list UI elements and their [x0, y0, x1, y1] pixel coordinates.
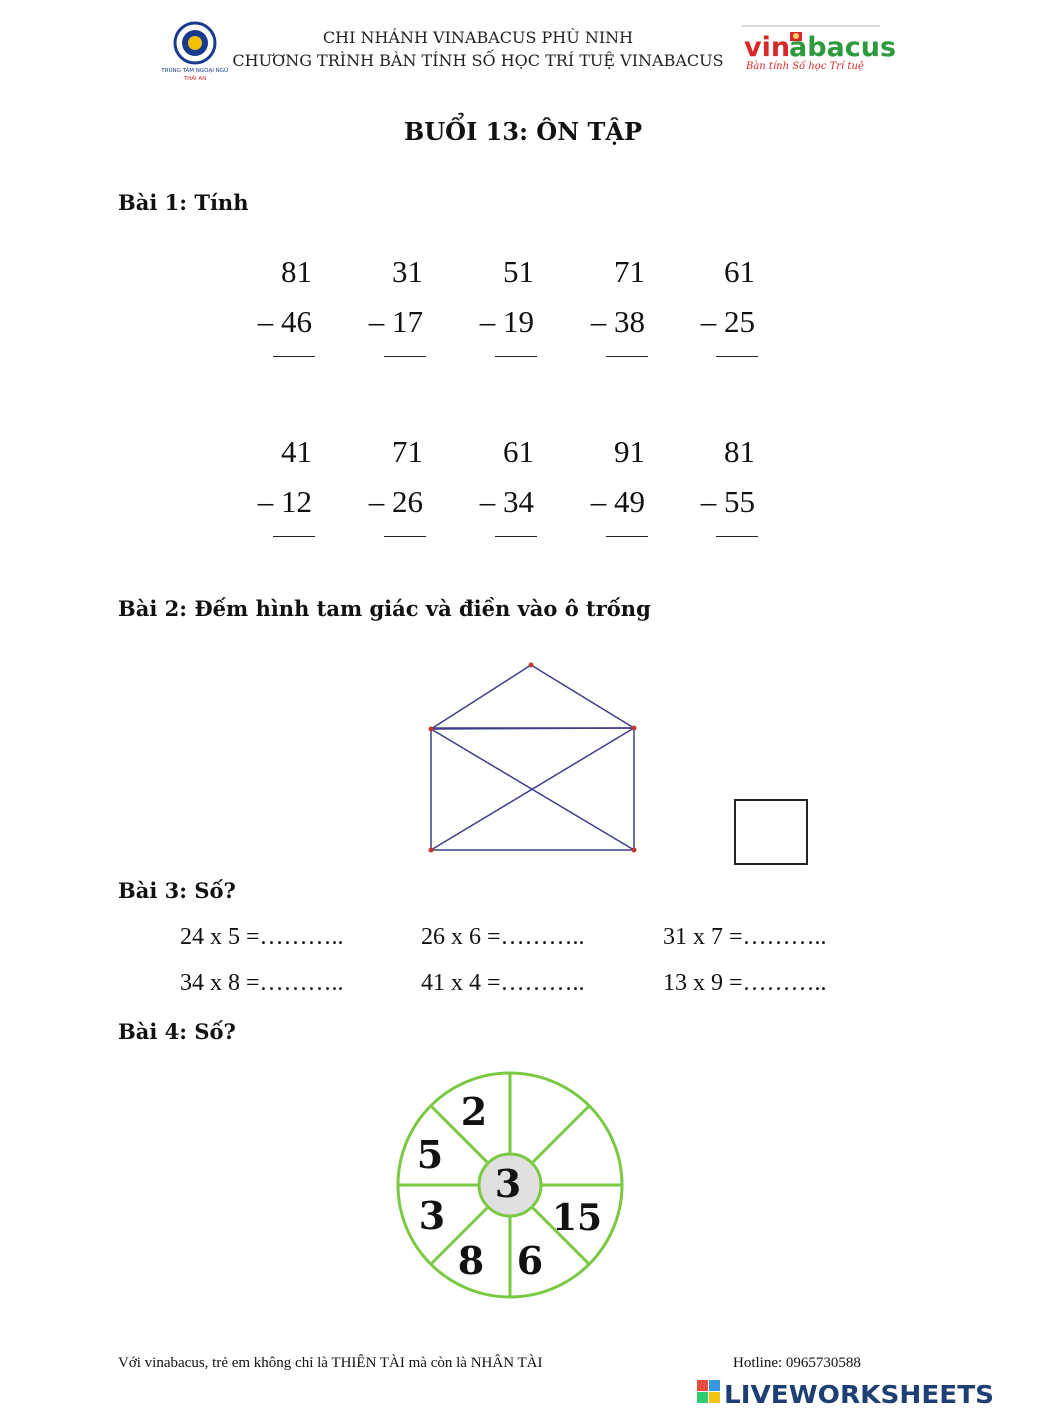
bai1-r2-answer-line-3[interactable] [495, 536, 537, 537]
wheel-segment-bottom-right: 6 [516, 1238, 544, 1283]
bai3-expr-5[interactable]: 41 x 4 =……….. [421, 970, 585, 996]
bai1-heading: Bài 1: Tính [118, 190, 249, 215]
bai1-r2-answer-line-2[interactable] [384, 536, 426, 537]
bai1-r1-answer-line-3[interactable] [495, 356, 537, 357]
bai1-r1-bottom-4: – 38 [590, 304, 645, 339]
bai1-r2-top-5: 81 [724, 434, 755, 469]
bai1-r1-bottom-1: – 46 [257, 304, 312, 339]
page-title: BUỔI 13: ÔN TẬP [403, 117, 643, 146]
svg-text:THÁI AN: THÁI AN [183, 76, 207, 82]
wheel-segment-right: 15 [551, 1197, 603, 1239]
bai1-r2-answer-line-4[interactable] [606, 536, 648, 537]
bai1-r1-bottom-2: – 17 [368, 304, 423, 339]
bai3-expr-2[interactable]: 26 x 6 =……….. [421, 924, 585, 950]
bai1-r1-answer-line-5[interactable] [716, 356, 758, 357]
svg-text:abacus: abacus [789, 32, 897, 63]
footer-hotline: Hotline: 0965730588 [733, 1355, 861, 1371]
bai1-r1-top-2: 31 [392, 254, 423, 289]
svg-text:TRUNG TÂM NGOẠI NGỮ: TRUNG TÂM NGOẠI NGỮ [161, 68, 229, 74]
bai1-r1-top-4: 71 [614, 254, 645, 289]
bai3-expr-3[interactable]: 31 x 7 =……….. [663, 924, 827, 950]
bai1-r2-bottom-3: – 34 [479, 484, 534, 519]
bai1-r2-bottom-4: – 49 [590, 484, 645, 519]
svg-text:vin: vin [744, 32, 791, 63]
bai3-heading: Bài 3: Số? [118, 878, 236, 903]
bai1-r1-answer-line-2[interactable] [384, 356, 426, 357]
bai2-heading: Bài 2: Đếm hình tam giác và điền vào ô trống [118, 596, 651, 621]
bai1-r2-top-3: 61 [503, 434, 534, 469]
footer-slogan: Với vinabacus, trẻ em không chỉ là THIÊN TÀI mà còn là NHÂN TÀI [118, 1355, 543, 1371]
header-program: CHƯƠNG TRÌNH BÀN TÍNH SỐ HỌC TRÍ TUỆ VINABACUS [232, 51, 724, 70]
svg-text:Bàn tính Số học Trí tuệ: Bàn tính Số học Trí tuệ [746, 61, 864, 72]
triangle-count-answer-box[interactable] [734, 799, 808, 865]
bai1-r2-bottom-2: – 26 [368, 484, 423, 519]
liveworksheets-brand-text: LIVEWORKSHEETS [724, 1380, 994, 1409]
envelope-triangle-figure [420, 656, 650, 861]
bai1-r1-answer-line-4[interactable] [606, 356, 648, 357]
bai3-expr-6[interactable]: 13 x 9 =……….. [663, 970, 827, 996]
bai3-expr-1[interactable]: 24 x 5 =……….. [180, 924, 344, 950]
bai1-r2-answer-line-5[interactable] [716, 536, 758, 537]
bai1-r1-top-1: 81 [281, 254, 312, 289]
bai1-r1-bottom-3: – 19 [479, 304, 534, 339]
bai1-r1-top-3: 51 [503, 254, 534, 289]
wheel-segment-top: 2 [460, 1089, 488, 1134]
bai4-heading: Bài 4: Số? [118, 1019, 236, 1044]
bai1-r2-bottom-1: – 12 [257, 484, 312, 519]
bai1-r1-bottom-5: – 25 [700, 304, 755, 339]
wheel-segment-left-lower: 3 [418, 1193, 446, 1238]
vinabacus-logo [742, 24, 897, 74]
header-branch: CHI NHÁNH VINABACUS PHÙ NINH [322, 28, 634, 47]
bai1-r2-top-1: 41 [281, 434, 312, 469]
bai1-r1-top-5: 61 [724, 254, 755, 289]
bai1-r2-top-4: 91 [614, 434, 645, 469]
wheel-segment-left-upper: 5 [416, 1132, 444, 1177]
bai1-r2-top-2: 71 [392, 434, 423, 469]
number-wheel [392, 1067, 628, 1303]
wheel-center-number: 3 [494, 1161, 522, 1206]
bai1-r2-answer-line-1[interactable] [273, 536, 315, 537]
bai1-r1-answer-line-1[interactable] [273, 356, 315, 357]
wheel-segment-bottom-left: 8 [457, 1238, 485, 1283]
bai3-expr-4[interactable]: 34 x 8 =……….. [180, 970, 344, 996]
liveworksheets-logo [697, 1378, 997, 1410]
bai1-r2-bottom-5: – 55 [700, 484, 755, 519]
